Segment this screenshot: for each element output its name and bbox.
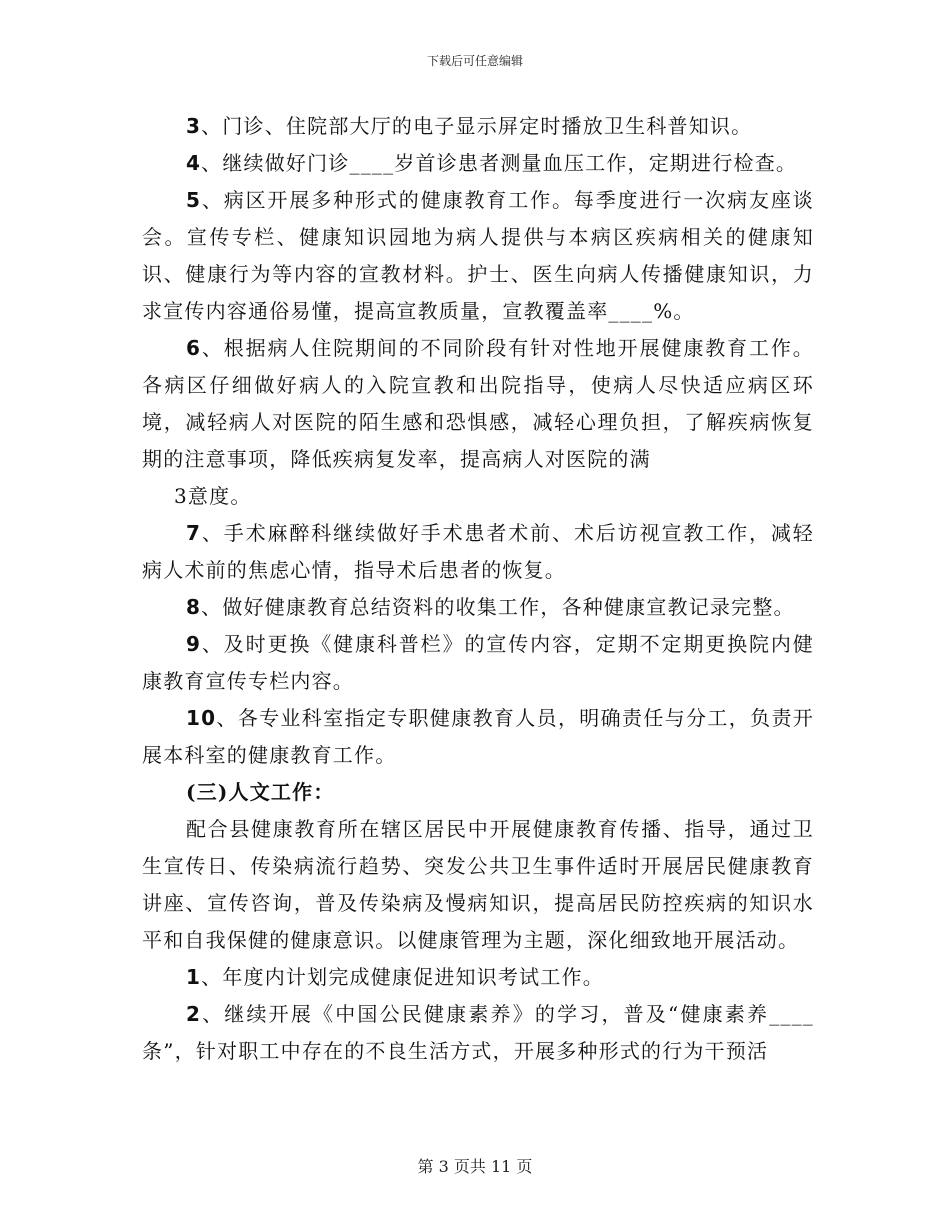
page-header: 下载后可任意编辑 <box>426 54 523 68</box>
item-number: 10 <box>186 706 217 730</box>
item-number: 1 <box>186 965 202 989</box>
document-body <box>142 108 814 1070</box>
item-text: 、年度内计划完成健康促进知识考试工作。 <box>201 965 604 989</box>
item-number: 9 <box>186 632 202 656</box>
continuation-fragment: 3意度。 <box>174 484 252 508</box>
item-number: 4 <box>186 151 202 175</box>
item-text: 、继续做好门诊____岁首诊患者测量血压工作，定期进行检查。 <box>201 151 798 175</box>
item-text: 、门诊、住院部大厅的电子显示屏定时播放卫生科普知识。 <box>201 114 753 138</box>
item-number: 8 <box>186 595 202 619</box>
item-text: 、手术麻醉科继续做好手术患者术前、术后访视宣教工作，减轻病人术前的焦虑心情，指导术后患者的恢复。 <box>142 521 814 582</box>
item-number: 5 <box>186 188 202 212</box>
item-text: 、各专业科室指定专职健康教育人员，明确责任与分工，负责开展本科室的健康教育工作。 <box>142 706 814 767</box>
item-number: 3 <box>186 114 202 138</box>
list-item-10 <box>142 700 814 774</box>
item-text: 、做好健康教育总结资料的收集工作，各种健康宣教记录完整。 <box>201 595 795 619</box>
list-item-9 <box>142 626 814 700</box>
body-paragraph: 配合县健康教育所在辖区居民中开展健康教育传播、指导，通过卫生宣传日、传染病流行趋势、突发公共卫生事件适时开展居民健康教育讲座、宣传咨询，普及传染病及慢病知识，提高居民防控疾病的知识水平和自我保健的健康意识。以健康管理为主题，深化细致地开展活动。 <box>142 817 814 952</box>
list-item-5 <box>142 182 814 330</box>
list-item-1 <box>142 959 814 996</box>
list-item-6 <box>142 330 814 478</box>
list-item-2 <box>142 996 814 1070</box>
item-text: 、及时更换《健康科普栏》的宣传内容，定期不定期更换院内健康教育宣传专栏内容。 <box>142 632 814 693</box>
section-heading: (三)人文工作： <box>186 780 335 804</box>
item-text: 、继续开展《中国公民健康素养》的学习，普及“健康素养____条”，针对职工中存在的不良生活方式，开展多种形式的行为干预活 <box>142 1002 814 1063</box>
item-text: 、病区开展多种形式的健康教育工作。每季度进行一次病友座谈会。宣传专栏、健康知识园地为病人提供与本病区疾病相关的健康知识、健康行为等内容的宣教材料。护士、医生向病人传播健康知识，力求宣传内容通俗易懂，提高宣教质量，宣教覆盖率____%。 <box>142 188 814 323</box>
list-item-4 <box>142 145 814 182</box>
item-number: 6 <box>186 336 202 360</box>
page-footer: 第 3 页共 11 页 <box>417 1157 533 1176</box>
item-text: 、根据病人住院期间的不同阶段有针对性地开展健康教育工作。各病区仔细做好病人的入院宣教和出院指导，使病人尽快适应病区环境，减轻病人对医院的陌生感和恐惧感，减轻心理负担，了解疾病恢复期的注意事项，降低疾病复发率，提高病人对医院的满 <box>142 336 814 471</box>
list-item-8 <box>142 589 814 626</box>
item-number: 7 <box>186 521 202 545</box>
item-number: 2 <box>186 1002 202 1026</box>
list-item-7 <box>142 515 814 589</box>
list-item-3 <box>142 108 814 145</box>
